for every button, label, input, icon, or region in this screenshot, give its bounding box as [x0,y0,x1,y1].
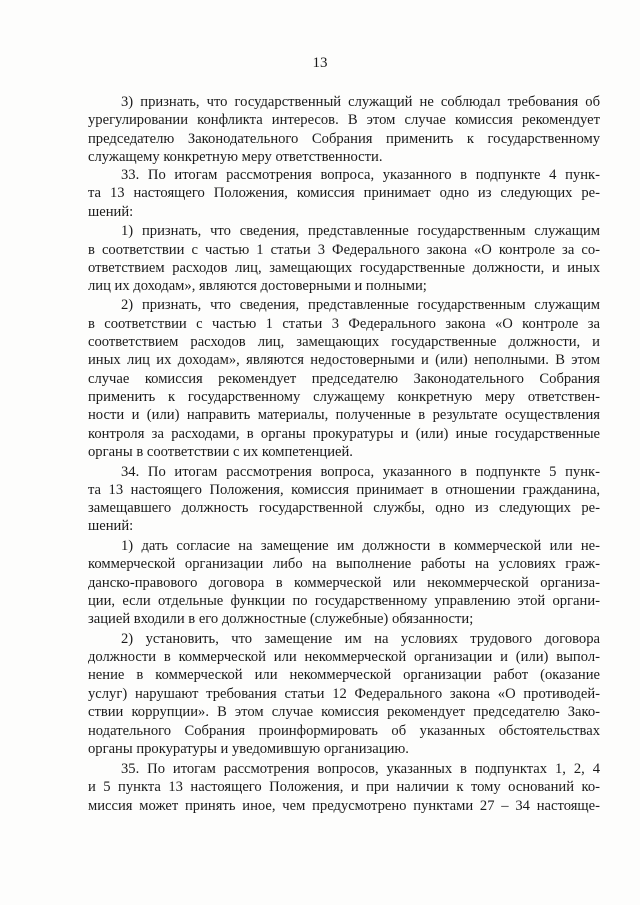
text-line: 3) признать, что государственный служащий не соблюдал требования об [121,94,600,110]
text-line: миссия может принять иное, чем предусмотрено пунктами 27 – 34 настояще- [88,798,600,814]
text-line: 35. По итогам рассмотрения вопросов, указанных в подпунктах 1, 2, 4 [121,761,600,777]
text-line: зацией входили в его должностные (служебные) обязанности; [88,611,474,627]
text-line: лиц их доходам», являются достоверными и полными; [88,278,427,294]
text-line: урегулировании конфликта интересов. В этом случае комиссия рекомендует [88,112,600,128]
text-line: замещавшего должность государственной службы, одно из следующих ре- [88,500,600,516]
text-line: органы прокуратуры и уведомившую организацию. [88,741,409,757]
text-line: 34. По итогам рассмотрения вопроса, указанного в подпункте 5 пунк- [121,464,600,480]
text-line: иных лиц их доходам», являются недостоверными и (или) неполными. В этом [88,352,600,368]
text-line: в соответствии с частью 1 статьи 3 Федерального закона «О контроле за [88,316,600,332]
text-line: данско-правового договора в коммерческой или некоммерческой организа- [88,575,600,591]
text-line: коммерческой организации либо на выполнение работы на условиях граж- [88,556,600,572]
text-line: шений: [88,518,134,534]
text-line: та 13 настоящего Положения, комиссия принимает в отношении гражданина, [88,482,600,498]
text-line: та 13 настоящего Положения, комиссия принимает одно из следующих ре- [88,185,600,201]
text-line: шений: [88,204,134,220]
text-line: ции, если отдельные функции по государственному управлению этой органи- [88,593,600,609]
text-line: 33. По итогам рассмотрения вопроса, указанного в подпункте 4 пунк- [121,167,600,183]
text-line: и 5 пункта 13 настоящего Положения, и при наличии к тому оснований ко- [88,779,600,795]
text-line: ности и (или) направить материалы, полученные в результате осуществления [88,407,600,423]
text-line: председателю Законодательного Собрания применить к государственному [88,131,600,147]
text-line: в соответствии с частью 1 статьи 3 Федерального закона «О контроле за со- [88,242,600,258]
text-line: 1) признать, что сведения, представленные государственным служащим [121,223,600,239]
text-line: 1) дать согласие на замещение им должности в коммерческой или не- [121,538,600,554]
text-line: нодательного Собрания проинформировать об указанных обстоятельствах [88,723,600,739]
text-line: служащему конкретную меру ответственности. [88,149,383,165]
text-line: должности в коммерческой или некоммерческой организации и (или) выпол- [88,649,600,665]
text-line: применить к государственному служащему конкретную меру ответствен- [88,389,600,405]
text-line: услуг) нарушают требования статьи 12 Федерального закона «О противодей- [88,686,600,702]
text-line: случае комиссия рекомендует председателю Законодательного Собрания [88,371,600,387]
text-line: 2) установить, что замещение им на условиях трудового договора [121,631,600,647]
text-line: ствии коррупции». В этом случае комиссия рекомендует председателю Зако- [88,704,600,720]
text-line: ответствием расходов лиц, замещающих государственные должности, и иных [88,260,600,276]
text-line: органы в соответствии с их компетенцией. [88,444,353,460]
page-number: 13 [312,55,328,71]
text-line: нение в коммерческой или некоммерческой организации работ (оказание [88,667,600,683]
text-line: соответствием расходов лиц, замещающих государственные должности, и [88,334,600,350]
text-line: контроля за расходами, в органы прокуратуры и (или) иные государственные [88,426,600,442]
text-line: 2) признать, что сведения, представленные государственным служащим [121,297,600,313]
